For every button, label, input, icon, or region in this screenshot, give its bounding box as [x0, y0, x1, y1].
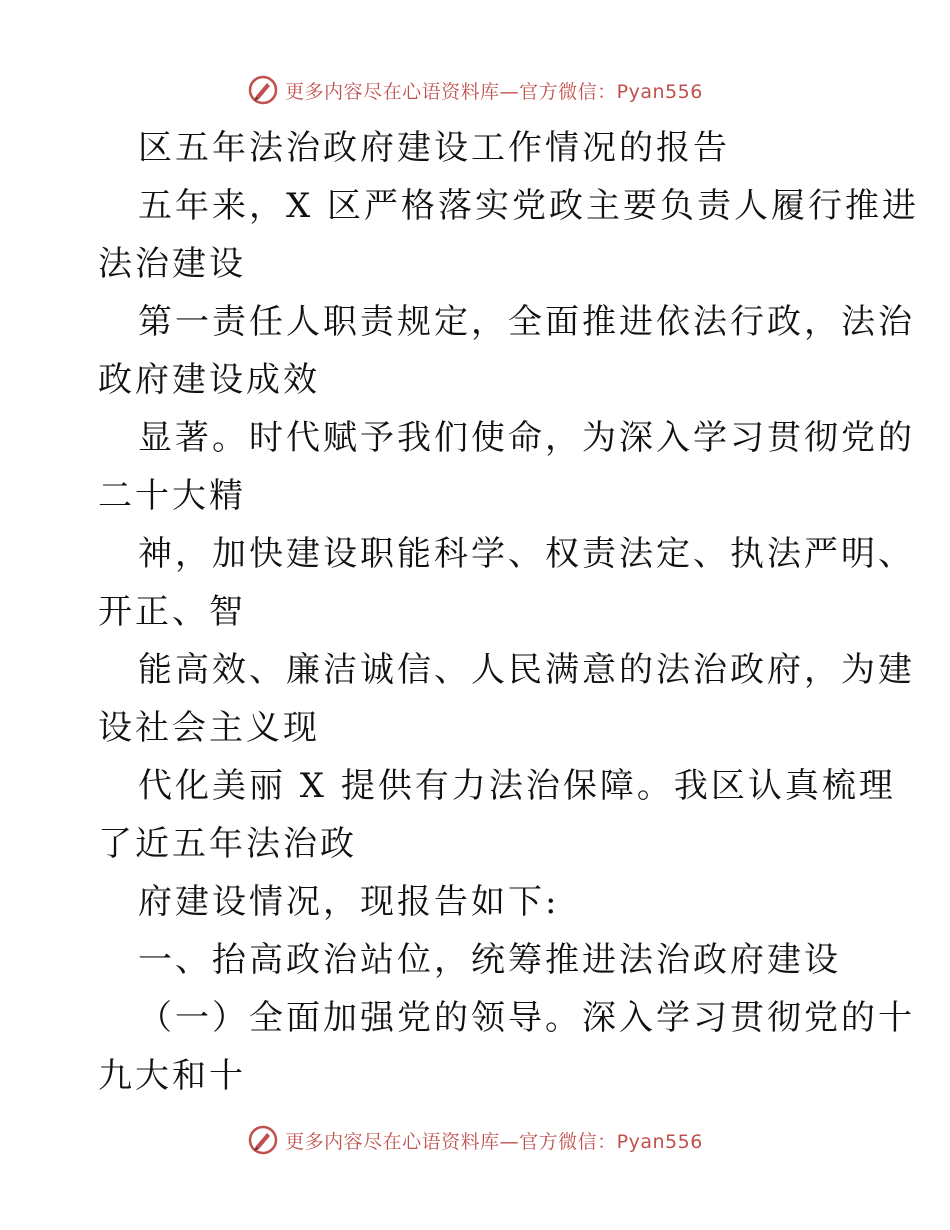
paragraph-line: 开正、智	[98, 592, 246, 632]
paragraph-line: 显著。时代赋予我们使命，为深入学习贯彻党的	[138, 418, 915, 458]
paragraph-line: 了近五年法治政	[98, 824, 357, 864]
section-heading: 一、抬高政治站位，统筹推进法治政府建设	[138, 940, 841, 980]
paragraph-line: 设社会主义现	[98, 708, 320, 748]
paragraph-line: 法治建设	[98, 244, 246, 284]
paragraph-line: 府建设情况，现报告如下:	[138, 882, 560, 922]
paragraph-line: 政府建设成效	[98, 360, 320, 400]
banner-text: 更多内容尽在心语资料库—官方微信：Pyan556	[285, 1130, 703, 1153]
paragraph-line: 二十大精	[98, 476, 246, 516]
subsection-heading: （一）全面加强党的领导。深入学习贯彻党的十	[138, 998, 915, 1038]
document-title: 区五年法治政府建设工作情况的报告	[138, 128, 730, 168]
pen-seal-icon	[247, 74, 279, 106]
paragraph-line: 第一责任人职责规定，全面推进依法行政，法治	[138, 302, 915, 342]
header-banner[interactable]	[0, 70, 950, 110]
banner-text: 更多内容尽在心语资料库—官方微信：Pyan556	[285, 80, 703, 103]
paragraph-line: 五年来，X 区严格落实党政主要负责人履行推进	[138, 186, 920, 226]
paragraph-line: 能高效、廉洁诚信、人民满意的法治政府，为建	[138, 650, 915, 690]
paragraph-line: 神，加快建设职能科学、权责法定、执法严明、	[138, 534, 915, 574]
paragraph-line: 九大和十	[98, 1056, 246, 1096]
pen-seal-icon	[247, 1124, 279, 1156]
footer-banner[interactable]	[0, 1120, 950, 1160]
paragraph-line: 代化美丽 X 提供有力法治保障。我区认真梳理	[138, 766, 896, 806]
